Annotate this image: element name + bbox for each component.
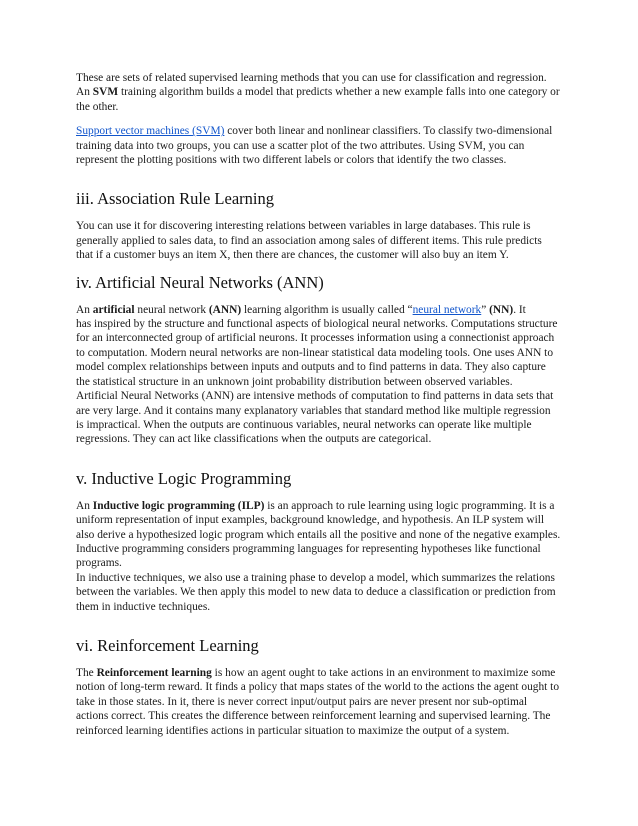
ilp-bold-term: Inductive logic programming (ILP)	[92, 499, 265, 512]
ann-bold-artificial: artificial	[92, 303, 135, 316]
ann-line7: Artificial Neural Networks (ANN) are intensive methods of computation to find patterns in data sets that	[76, 390, 554, 403]
ann-line5: model complex relationships between inputs and outputs and to find patterns in data. They also capture	[76, 361, 546, 374]
ann-line6: the statistical structure in an unknown joint probability distribution between observed variables.	[76, 375, 513, 388]
svm-p2-line2: training data into two groups, you can use a scatter plot of the two attributes. Using SVM, you can	[76, 139, 525, 152]
ann-l1-d: ”	[481, 303, 490, 316]
ilp-line3: also derive a hypothesized logic program which entails all the positive and none of the negative examples.	[76, 528, 561, 541]
assoc-line1: You can use it for discovering interesting relations between variables in large databases. This rule is	[76, 220, 531, 233]
ann-line2: has inspired by the structure and functional aspects of biological neural networks. Computations structure	[76, 318, 558, 331]
ilp-line5: programs.	[76, 557, 122, 570]
assoc-line3: that if a customer buys an item X, then there are chances, the customer will also buy an item Y.	[76, 249, 509, 262]
heading-association-rule-learning: iii. Association Rule Learning	[76, 189, 274, 209]
association-paragraph	[76, 219, 566, 262]
ilp-line7: between the variables. We then apply this model to new data to deduce a classification or prediction from	[76, 586, 556, 599]
ann-line4: to computation. Modern neural networks are non-linear statistical data modeling tools. One uses ANN to	[76, 346, 554, 359]
svm-p2-l1-post: cover both linear and nonlinear classifiers. To classify two-dimensional	[224, 125, 553, 138]
rl-line3: take in those states. In it, there is never correct input/output pairs are never present nor sub-optimal	[76, 695, 528, 708]
ann-line10: regressions. They can act like classifications when the outputs are categorical.	[76, 433, 432, 446]
rl-l1-b: is how an agent ought to take actions in an environment to maximize some	[211, 666, 556, 679]
ann-line9: is impractical. When the outputs are continuous variables, neural networks can operate like multiple	[76, 418, 532, 431]
neural-network-link[interactable]: neural network	[412, 303, 482, 316]
ann-l1-c: learning algorithm is usually called “	[241, 303, 413, 316]
ann-l1-e: . It	[513, 303, 526, 316]
svm-paragraph-2	[76, 124, 566, 167]
assoc-line2: generally applied to sales data, to find an association among sales of different items. This rule predicts	[76, 234, 542, 247]
ilp-l1-b: is an approach to rule learning using logic programming. It is a	[264, 499, 555, 512]
ann-line8: are very large. And it contains many explanatory variables that standard method like multiple regression	[76, 404, 551, 417]
rl-line5: reinforced learning identifies actions in particular situation to maximize the output of a system.	[76, 724, 510, 737]
svm-term: SVM	[92, 86, 119, 99]
rl-l1-a: The	[76, 666, 97, 679]
rl-line2: notion of long-term reward. It finds a policy that maps states of the world to the actions the agent ought to	[76, 681, 560, 694]
rl-line4: actions correct. This creates the difference between reinforcement learning and supervised learning. The	[76, 710, 551, 723]
heading-reinforcement-learning: vi. Reinforcement Learning	[76, 635, 259, 655]
ann-l1-a: An	[76, 303, 93, 316]
ilp-l1-a: An	[76, 499, 93, 512]
document-body	[76, 71, 566, 738]
ilp-line6: In inductive techniques, we also use a training phase to develop a model, which summarizes the relations	[76, 571, 555, 584]
ann-l1-b: neural network	[134, 303, 209, 316]
ilp-line8: them in inductive techniques.	[76, 600, 211, 613]
ann-line3: for an interconnected group of artificial neurons. It processes information using a connectionist approach	[76, 332, 555, 345]
svm-p1-l2-post: training algorithm builds a model that predicts whether a new example falls into one category or	[118, 86, 560, 99]
svm-link[interactable]: Support vector machines (SVM)	[76, 125, 225, 138]
rl-bold-term: Reinforcement learning	[96, 666, 212, 679]
heading-artificial-neural-networks: iv. Artificial Neural Networks (ANN)	[76, 272, 324, 292]
svm-p1-l2-pre: An	[76, 86, 93, 99]
ilp-paragraph	[76, 499, 566, 614]
svm-paragraph-1	[76, 71, 566, 114]
svm-p1-line1: These are sets of related supervised learning methods that you can use for classification and regression.	[76, 72, 547, 84]
ann-bold-ann: (ANN)	[208, 303, 242, 316]
svm-p1-line3: the other.	[76, 100, 119, 113]
heading-inductive-logic-programming: v. Inductive Logic Programming	[76, 468, 292, 488]
svm-p2-line3: represent the plotting positions with two different labels or colors that identify the two classes.	[76, 154, 507, 167]
rl-paragraph	[76, 666, 566, 738]
ann-bold-nn: (NN)	[489, 303, 514, 316]
ilp-line2: uniform representation of input examples, background knowledge, and hypothesis. An ILP system will	[76, 514, 545, 527]
ann-paragraph	[76, 303, 566, 447]
ilp-line4: Inductive programming considers programming languages for representing hypotheses like functional	[76, 542, 541, 555]
